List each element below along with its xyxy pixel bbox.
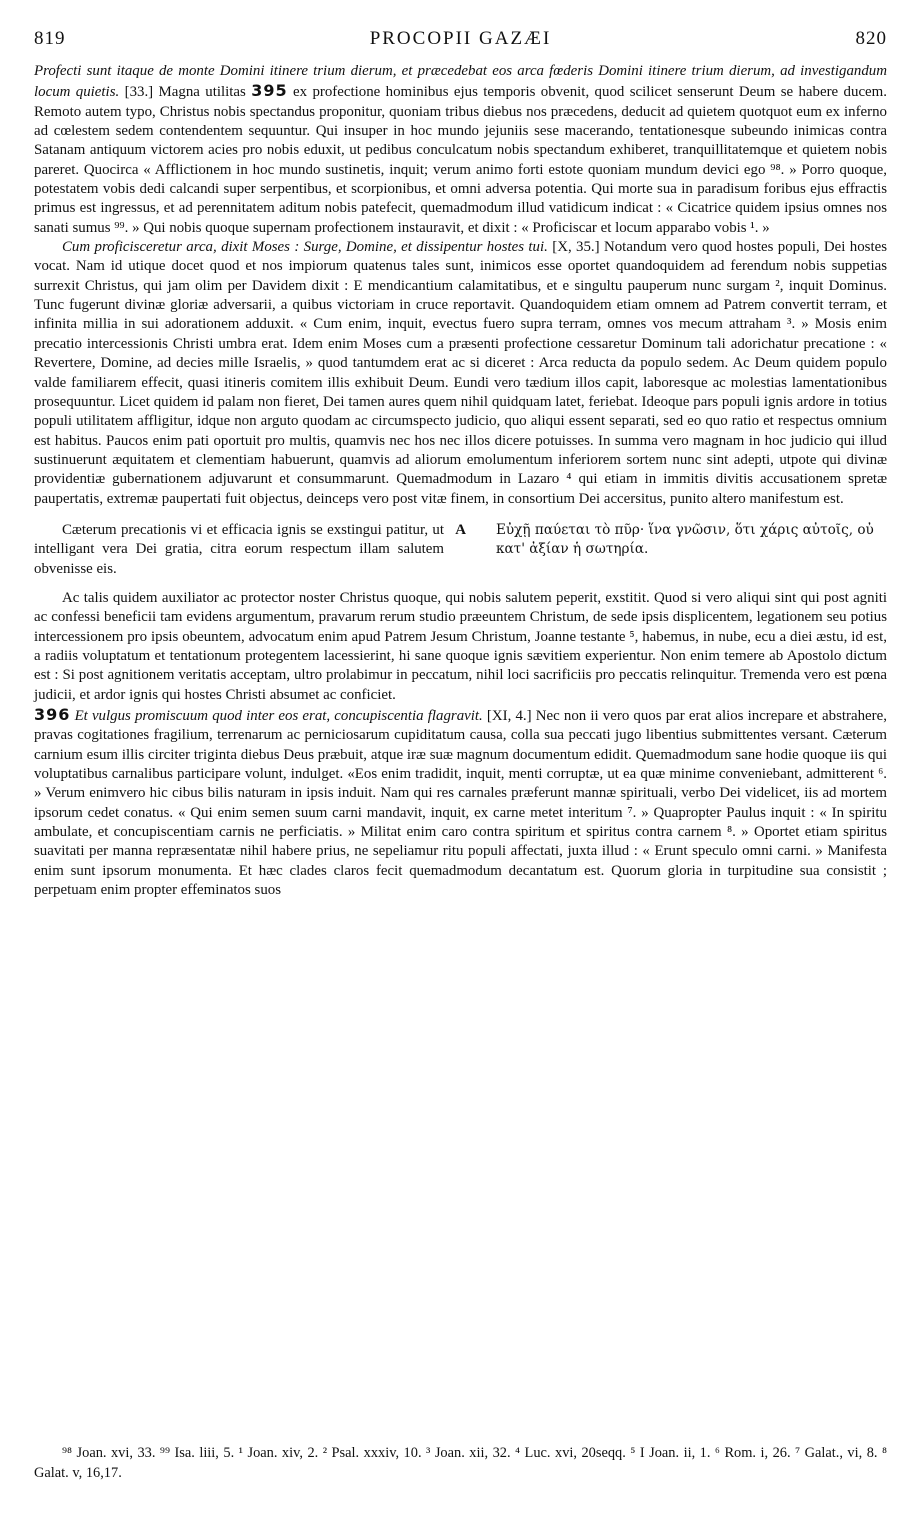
verse-ref: [33.] bbox=[124, 84, 154, 101]
scripture-lemma: Cum proficisceretur arca, dixit Moses : Surge, Domine, et dissipentur hostes tui. bbox=[62, 239, 548, 256]
scripture-lemma: Et vulgus promiscuum quod inter eos erat, concupiscentia flagravit. bbox=[74, 708, 483, 724]
greek-column: Εὐχῇ παύεται τὸ πῦρ· ἵνα γνῶσιν, ὅτι χάρις αὐτοῖς, οὐ κατ' ἀξίαν ἡ σωτηρία. bbox=[496, 521, 874, 558]
paragraph-text: ex profectione hominibus ejus temporis obvenit, quod scilicet senserunt Deum se habere ducem. Remoto autem typo, Christus nobis spectandus proponitur, quoniam tribus diebus nos præcedens, deducit ad quietem quotquot eum ex inferno ad cœlestem sedem contendentem sequuntur. Qui insuper in hoc mundo jejuniis sese macerando, tentationesque subeundo inimicas contra Satanam antiquum victorem acies pro nobis eduxit, ut pedibus conculcatum nobis spectandum exhiberet, tranquillitatemque et quietem nobis pareret. Quocirca « Afflictionem in hoc mundo sustinetis, inquit; verum animo forti estote quoniam mundum devici ego ⁹⁸. » Porro quoque, potestatem vobis dedi calcandi super serpentibus, et scorpionibus, et omni adversa potentia. Qui morte sua in paradisum foribus ejus effractis primus est ingressus, et ad perennitatem aditum nobis patefecit, quemadmodum illud vatidicum indicat : « Cicatrice quidem ipsius omnes nos sanati sumus ⁹⁹. » Qui nobis quoque supernam profectionem instauravit, et dixit : « Proficiscar et locum apparabo vobis ¹. » bbox=[34, 84, 887, 236]
latin-text: Cæterum precationis vi et efficacia ignis se exstingui patitur, ut intelligant vera Dei gratia, citra eorum respectum illam salutem obvenisse eis. bbox=[34, 521, 444, 577]
verse-ref: [XI, 4.] bbox=[486, 708, 532, 724]
paragraph-2 bbox=[34, 238, 887, 509]
two-column-block bbox=[34, 521, 887, 579]
paragraph-1 bbox=[34, 62, 887, 238]
running-header bbox=[34, 28, 887, 54]
scripture-lemma: Profecti sunt itaque de monte Domini itinere trium dierum, et præcedebat eos arca fœderis Domini itinere trium dierum, ad investigandum locum quietis. bbox=[34, 63, 887, 101]
margin-number: 396 bbox=[34, 705, 71, 724]
margin-number: 395 bbox=[251, 81, 288, 101]
paragraph-text: Nec non ii vero quos par erat alios increpare et abstrahere, pravas cogitationes fragilium, terrenarum ac perniciosarum cupiditatum causa, colla sua peccati jugo libentius submittentes versant. Cæterum carnium esum illis circiter triginta diebus Deus præbuit, atque iræ suæ magnum documentum edidit. Quemadmodum sane hodie quoque iis qui voluptatibus carnalibus participare volunt, indulget. «Eos enim tradidit, inquit, menti corruptæ, ut ea quæ minime conveniebant, admitterent ⁶. » Verum enimvero hic cibus bilis naturam in ipsis induit. Nam qui res carnales præferunt mannæ spirituali, verbo Dei videlicet, iis ad mortem ipsorum cedet conatus. « Qui enim semen suum carni mandavit, inquit, ex carne metet interitum ⁷. » Quapropter Paulus inquit : « In spiritu ambulate, et concupiscentiam carnis ne perficiatis. » Militat enim caro contra spiritum et spiritus contra carnem ⁸. » Oportet etiam spiritus suavitati per manna repræsentatæ nihil habere prius, ne sepeliamur ritu populi affectati, juxta illud : « Erunt speculo omni carni. » Manifesta enim sunt ipsorum monumenta. Et hæc clades claros fecit quemadmodum decantatum est. Quorum gloria in turpitudine sua consistit ; perpetuam enim propter effeminatos suos bbox=[34, 708, 887, 899]
latin-column bbox=[34, 521, 474, 579]
verse-ref: [X, 35.] bbox=[552, 239, 600, 256]
main-text bbox=[34, 62, 887, 900]
paragraph-4 bbox=[34, 705, 887, 900]
paragraph-text: Magna utilitas bbox=[158, 84, 246, 101]
column-number-right: 820 bbox=[855, 28, 887, 49]
column-number-left: 819 bbox=[34, 28, 66, 49]
paragraph-text: Notandum vero quod hostes populi, Dei hostes vocat. Nam id utique docet quod et nos impiorum quatenus tales sunt, inimicos esse oportet quandoquidem ad ferendum nobis suppetias surrexit Christus, qui jam olim per Davidem dixit : E mendicantium calamitatibus, et e singultu pauperum nunc surgam ², inquit Dominus. Tunc fugerunt divinæ gloriæ adversarii, a quibus victoriam in cruce reportavit. Quandoquidem etiam omnem ad Patrem convertit terram, et infinita millia in sui adorationem adduxit. « Cum enim, inquit, evectus fuero supra terram, omnes vos mecum attraham ³. » Mosis enim precatio intercessionis Christi umbra erat. Idem enim Moses cum a præsenti profectione cessaretur Dominum tali adorichatur precatione : « Revertere, Domine, ad decies mille Israelis, » quod tantumdem erat ac si diceret : Arca reducta da populo sedem. Ac Deum quidem populo valde familiarem effecit, quasi itineris comitem illis exhibuit Deum. Eundi vero tædium illos capit, laboresque ac molestias lamentationibus prosequuntur. Licet quidem id palam non fieret, Dei tamen aures quem nihil quidquam latet, feriebat. Ideoque pars populi ignis ardore in totius populi utilitatem affligitur, idque non arguto quodam ac circumspecto judicio, quo aliqui essent separati, sed eo quo ratio et respectus omnium est habitus. Paucos enim pati oportuit pro multis, quamvis nec hos nec illos dicere potuisses. In summa vero magnam in hoc judicio qui illud sustinuerunt æquitatem et clementiam habuerunt, quamvis ad aliorum emolumentum inferiorem sortem nunc sint adepti, utpote qui divinæ providentiæ gubernationem adjuvarunt et consummarunt. Quemadmodum in Lazaro ⁴ qui etiam in immitis divitis accusationem spretæ paupertatis, extremæ paupertati fuit objectus, deinceps vero post vitæ finem, in consortium Dei accersitus, punito altero manifestum est. bbox=[34, 239, 888, 507]
paragraph-3: Ac talis quidem auxiliator ac protector noster Christus quoque, qui nobis salutem peperit, exstitit. Quod si vero aliqui sint qui post agniti ac confessi beneficii tam evidens argumentum, pravarum rerum studio præeuntem Christum, de sede ipsis displicentem, legationem seu potius intercessionem pro ipsis obeuntem, advocatum enim apud Patrem Jesum Christum, Joanne testante ⁵, habemus, in nube, ecu a diei æstu, id est, a radiis voluptatum et tentationum protegentem lacessierint, hi sane quoque ignis sævitiem experientur. Non enim temere ab Apostolo dictum est : Si post agnitionem veritatis acceptam, ultro prolabimur in peccatum, nihil loci sacrificiis pro peccatis relinquitur. Tremenda vero est pœna judicii, et ardor ignis qui hostes Christi absumet ac conficiet. bbox=[34, 589, 887, 703]
column-marker: A bbox=[455, 521, 466, 538]
page-title: PROCOPII GAZÆI bbox=[369, 28, 552, 49]
footnotes: ⁹⁸ Joan. xvi, 33. ⁹⁹ Isa. liii, 5. ¹ Joan. xiv, 2. ² Psal. xxxiv, 10. ³ Joan. xii, 32. ⁴ Luc. xvi, 20seqq. ⁵ I Joan. ii, 1. ⁶ Rom. i, 26. ⁷ Galat., vi, 8. ⁸ Galat. v, 16,17. bbox=[34, 1445, 887, 1481]
